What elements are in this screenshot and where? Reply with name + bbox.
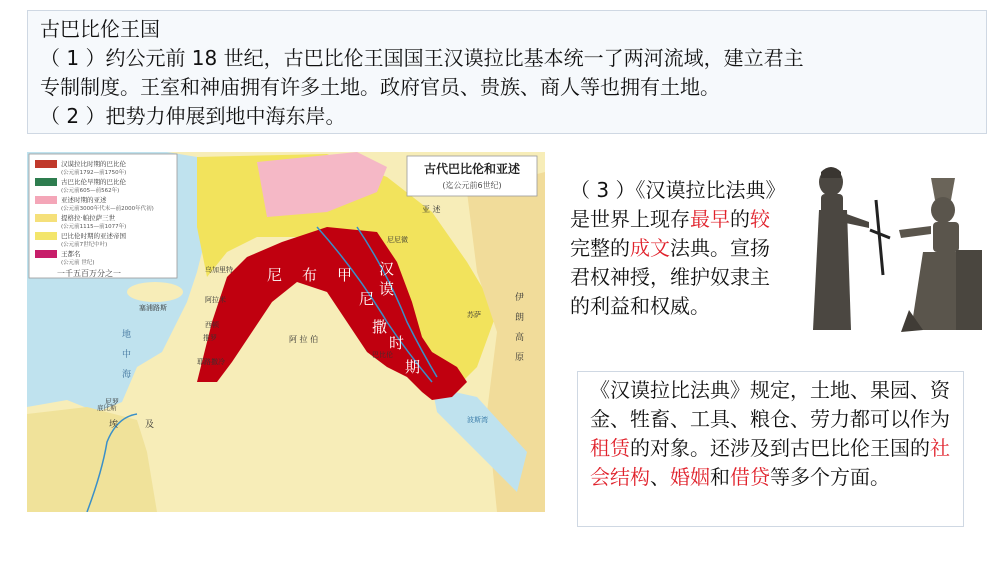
place-name-23: 波斯湾 xyxy=(467,416,488,424)
law-text-1: 《汉谟拉比法典》规定，土地、果园、资金、牲畜、工具、粮仓、劳力都可以作为 xyxy=(590,378,950,431)
law-text xyxy=(590,376,951,492)
law-text-2: 的对象。还涉及到古巴比伦王国的 xyxy=(630,436,930,460)
map-scale: 一千五百万分之一 xyxy=(57,269,121,278)
code-text-4: 法典。宣扬君权神授，维护奴隶主的利益和权威。 xyxy=(570,236,770,318)
empire-char-4: 尼 xyxy=(359,290,375,308)
legend-swatch-3 xyxy=(35,196,57,204)
law-highlight-lease: 租赁 xyxy=(590,436,630,460)
map-subtitle: (迄公元前6世纪) xyxy=(442,181,502,190)
intro-title: 古巴比伦王国 xyxy=(40,17,160,41)
place-name-16: 原 xyxy=(515,353,525,363)
place-name-7: 阿 拉 伯 xyxy=(289,335,319,344)
law-highlight-social-structure: 社会结构 xyxy=(590,436,950,489)
han-char-2: 谟 xyxy=(379,280,395,298)
map-cyprus xyxy=(127,282,183,302)
place-name-21: 尼尼微 xyxy=(387,236,408,244)
place-name-15: 高 xyxy=(515,333,525,343)
place-name-6: 耶路撒冷 xyxy=(197,358,225,366)
place-name-18: 地 xyxy=(122,330,132,340)
babylon-map xyxy=(27,152,545,512)
empire-char-2: 布 xyxy=(302,266,318,284)
legend-swatch-6 xyxy=(35,250,57,258)
intro-line-3: （ 2 ）把势力伸展到地中海东岸。 xyxy=(40,104,346,128)
empire-char-1: 尼 xyxy=(267,266,283,284)
place-name-12: 巴比伦 xyxy=(372,351,393,359)
code-text-3: 完整的 xyxy=(570,236,630,260)
empire-char-6: 时 xyxy=(389,334,405,352)
intro-line-1: （ 1 ）约公元前 18 世纪，古巴比伦王国国王汉谟拉比基本统一了两河流域，建立君主 xyxy=(40,46,804,70)
law-highlight-marriage: 婚姻 xyxy=(670,465,710,489)
law-text-5: 等多个方面。 xyxy=(770,465,890,489)
legend-swatch-2 xyxy=(35,178,57,186)
place-name-17: 亚 述 xyxy=(422,205,441,214)
place-name-20: 海 xyxy=(122,370,132,380)
code-highlight-written: 成文 xyxy=(630,236,670,260)
place-name-1: 乌加里特 xyxy=(205,266,233,274)
legend-sub-1: (公元前1792—前1750年) xyxy=(61,170,127,176)
empire-char-3: 甲 xyxy=(337,266,353,284)
legend-label-6: 王都名 xyxy=(61,250,81,258)
legend-sub-5: (公元前7世纪中叶) xyxy=(61,242,108,248)
place-name-3: 阿拉米 xyxy=(205,296,226,304)
legend-sub-3: (公元前3000年代末—前2000年代初) xyxy=(61,206,154,212)
place-name-8: 尼罗 xyxy=(105,398,119,406)
code-highlight-earliest: 最早 xyxy=(690,207,730,231)
map-title: 古代巴比伦和亚述 xyxy=(423,162,521,176)
code-highlight-relatively: 较 xyxy=(750,207,770,231)
hammurabi-stele-image xyxy=(791,160,984,340)
intro-box xyxy=(27,10,987,134)
place-name-4: 西顿 xyxy=(205,321,219,329)
place-name-10: 及 xyxy=(145,420,155,430)
place-name-2: 塞浦路斯 xyxy=(139,304,167,312)
legend-sub-6: (公元前 世纪) xyxy=(61,260,95,266)
legend-swatch-4 xyxy=(35,214,57,222)
code-text-1: （ 3 ）《汉谟拉比法典》是世界上现存 xyxy=(570,178,776,231)
intro-line-2: 专制制度。王室和神庙拥有许多土地。政府官员、贵族、商人等也拥有土地。 xyxy=(40,75,720,99)
legend-label-3: 亚述时期的亚述 xyxy=(61,196,107,204)
place-name-22: 苏萨 xyxy=(467,311,481,319)
legend-swatch-1 xyxy=(35,160,57,168)
han-char-1: 汉 xyxy=(379,260,395,278)
law-text-3: 、 xyxy=(650,465,670,489)
legend-label-2: 古巴比伦早期的巴比伦 xyxy=(61,178,126,186)
code-text-2: 的 xyxy=(730,207,750,231)
place-name-19: 中 xyxy=(122,350,132,360)
place-name-9: 埃 xyxy=(109,420,119,430)
law-highlight-loan: 借贷 xyxy=(730,465,770,489)
law-text-4: 和 xyxy=(710,465,730,489)
place-name-11: 底比斯 xyxy=(97,404,117,412)
legend-label-1: 汉谟拉比时期的巴比伦 xyxy=(61,160,126,168)
code-description xyxy=(570,176,780,321)
legend-swatch-5 xyxy=(35,232,57,240)
legend-sub-4: (公元前1115—前1077年) xyxy=(61,224,127,230)
place-name-14: 朗 xyxy=(515,313,525,323)
legend-sub-2: (公元前605—前562年) xyxy=(61,188,120,194)
legend-label-4: 提格拉·帕拉萨三世 xyxy=(61,214,116,222)
law-box xyxy=(577,371,964,527)
empire-char-7: 期 xyxy=(405,358,421,376)
place-name-5: 推罗 xyxy=(203,334,217,342)
empire-char-5: 撒 xyxy=(372,318,388,336)
legend-label-5: 巴比伦时期的亚述帝国 xyxy=(61,232,126,240)
place-name-13: 伊 xyxy=(515,293,525,303)
